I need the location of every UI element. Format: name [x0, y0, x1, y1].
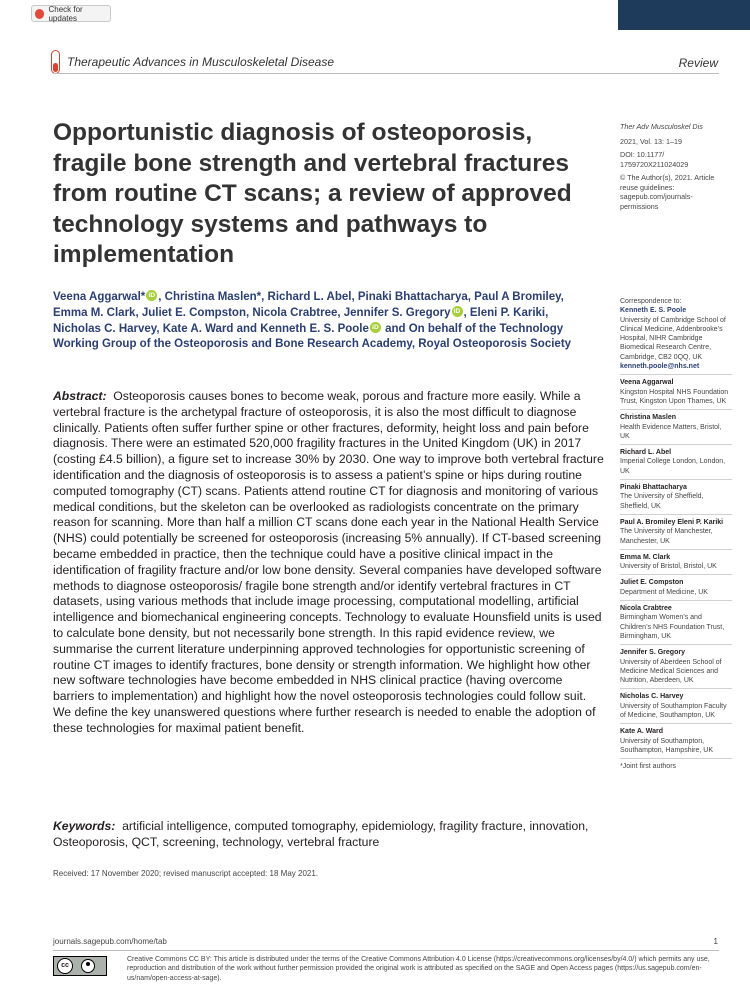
author-list [53, 290, 583, 353]
cc-icon: cc [57, 958, 73, 974]
affiliation-divider [620, 409, 732, 410]
affiliation-author: Pinaki Bhattacharya [620, 484, 687, 492]
correspondence-address: University of Cambridge School of Clinical Medicine, Addenbrooke’s Hospital, NIHR Cambridge Biomedical Research Centre, Cambridge, CB2 0QQ, UK [620, 316, 726, 361]
affiliation-author: Kate A. Ward [620, 728, 664, 736]
keywords-text: artificial intelligence, computed tomography, epidemiology, fragility fracture, innovation, Osteoporosis, QCT, screening, technology, vertebral fracture [53, 819, 589, 849]
affiliation-detail: Birmingham Women’s and Children’s NHS Foundation Trust, Birmingham, UK [620, 614, 725, 640]
affiliation-detail: The University of Sheffield, Sheffield, UK [620, 493, 704, 510]
affiliation-divider [620, 723, 732, 724]
doi[interactable]: DOI: 10.1177/ 1759720X211024029 [620, 150, 689, 169]
affiliation-detail: University of Southampton Faculty of Medicine, Southampton, UK [620, 702, 727, 719]
journal-abbreviation: Ther Adv Musculoskel Dis [620, 122, 703, 131]
orcid-icon[interactable]: iD [146, 290, 157, 301]
orcid-icon[interactable]: iD [370, 322, 381, 333]
affiliation-divider [620, 374, 732, 375]
affiliation-author: Juliet E. Compston [620, 579, 684, 587]
affiliation-detail: The University of Manchester, Manchester, UK [620, 528, 713, 545]
volume-info: 2021, Vol. 13: 1–19 [620, 136, 682, 146]
affiliation-divider [620, 644, 732, 645]
corner-decoration [618, 0, 750, 30]
affiliation-divider [620, 479, 732, 480]
affiliation-divider [620, 758, 732, 759]
affiliation-divider [620, 549, 732, 550]
joint-authors-note: *Joint first authors [620, 763, 677, 771]
author-text: , Eleni P. Kariki, Nicholas C. Harvey, Kate A. Ward and Kenneth E. S. Poole [53, 306, 549, 335]
journal-logo-icon [51, 50, 60, 74]
affiliation-detail: Department of Medicine, UK [620, 588, 708, 596]
affiliation-divider [620, 444, 732, 445]
affiliation-author: Paul A. Bromiley Eleni P. Kariki [620, 518, 724, 526]
article-metadata [620, 122, 730, 215]
abstract-text: Osteoporosis causes bones to become weak, porous and fracture more easily. While a vertebral fracture is the archetypal fracture of osteoporosis, it is also the most difficult to diagnose clinically. Patients often suffer further spine or other fractures, deformity, height loss and pain before diagnosis. There were an estimated 520,000 fragility fractures in the United Kingdom (UK) in 2017 (costing £4.5 billion), a figure set to increase 30% by 2030. One way to improve both vertebral fracture identification and the diagnosis of osteoporosis is to assess a patient’s spine or hips during routine computed tomography (CT) scans. Patients attend routine CT for diagnosis and monitoring of various medical conditions, but the skeleton can be overlooked as radiologists concentrate on the primary reason for scanning. More than half a million CT scans done each year in the National Health Service (NHS) could potentially be screened for osteoporosis (increasing 5% annually). If CT-based screening became embedded in practice, then the technique could have a positive clinical impact in the identification of fragility fracture and/or low bone density. Several companies have developed software methods to diagnose osteoporosis/ fragile bone strength and/or identify vertebral fractures in CT datasets, using various methods that include image processing, computational modelling, artificial intelligence and biomechanical engineering concepts. Technology to evaluate Hounsfield units is used to calculate bone density, but not necessarily bone strength. In this rapid evidence review, we summarise the current literature underpinning approved technologies for opportunistic screening of routine CT images to identify fractures, bone density or strength information. We highlight how other new software technologies have become embedded in NHS clinical practice (having overcome barriers to implementation) and highlight how the novel osteoporosis technologies could follow suit. We define the key unanswered questions where further research is needed to enable the adoption of these technologies for maximal patient benefit. [53, 389, 604, 735]
correspondence-label: Correspondence to: [620, 298, 682, 305]
copyright: © The Author(s), 2021. Article reuse guidelines: sagepub.com/journals-permissions [620, 173, 715, 211]
keywords-label: Keywords: [53, 819, 116, 833]
author-text: and On behalf of the Technology Working Group of the Osteoporosis and Bone Research Academy, Royal Osteoporosis Society [53, 322, 572, 351]
creative-commons-icon[interactable] [53, 956, 107, 976]
by-person-icon [81, 959, 95, 973]
affiliation-detail: University of Aberdeen School of Medicine Medical Sciences and Nutrition, Aberdeen, UK [620, 658, 722, 685]
affiliation-divider [620, 514, 732, 515]
affiliation-author: Christina Maslen [620, 414, 677, 422]
affiliation-author: Nicola Crabtree [620, 605, 672, 613]
author-text: Veena Aggarwal* [53, 291, 146, 303]
affiliation-author: Veena Aggarwal [620, 379, 674, 387]
abstract-label: Abstract: [53, 389, 107, 403]
affiliation-author: Nicholas C. Harvey [620, 693, 684, 701]
affiliation-detail: University of Bristol, Bristol, UK [620, 563, 717, 571]
correspondence-email[interactable]: kenneth.poole@nhs.net [620, 363, 700, 371]
affiliation-author: Jennifer S. Gregory [620, 649, 685, 657]
abstract [53, 389, 605, 737]
footer-divider [53, 950, 719, 951]
license-text: Creative Commons CC BY: This article is distributed under the terms of the Creative Commons Attribution 4.0 License (https://creativecommons.org/licenses/by/4.0/) which permits any use, reproduction and distribution of the work without further permission provided the original work is attributed as specified on the SAGE and Open Access pages (https://us.sagepub.com/en-us/nam/open-access-at-sage). [127, 956, 710, 982]
journal-name: Therapeutic Advances in Musculoskeletal Disease [67, 55, 335, 69]
header-divider [53, 73, 719, 74]
affiliation-author: Emma M. Clark [620, 553, 671, 561]
affiliation-list [620, 374, 732, 755]
affiliation-author: Richard L. Abel [620, 449, 672, 457]
journal-url[interactable]: journals.sagepub.com/home/tab [53, 937, 167, 946]
correspondence-name: Kenneth E. S. Poole [620, 307, 687, 315]
affiliation-detail: University of Southampton, Southampton, Hampshire, UK [620, 737, 713, 754]
affiliation-detail: Health Evidence Matters, Bristol, UK [620, 423, 722, 440]
check-for-updates-badge[interactable] [31, 5, 111, 22]
page-number: 1 [713, 937, 718, 946]
received-dates: Received: 17 November 2020; revised manuscript accepted: 18 May 2021. [53, 869, 319, 878]
check-for-updates-label: Check for updates [48, 4, 83, 23]
affiliation-detail: Kingston Hospital NHS Foundation Trust, Kingston Upon Thames, UK [620, 388, 729, 405]
affiliation-divider [620, 574, 732, 575]
article-type: Review [678, 56, 718, 70]
article-title: Opportunistic diagnosis of osteoporosis, fragile bone strength and vertebral fractures from routine CT scans; a review of approved technology systems and pathways to implementation [53, 119, 572, 268]
affiliation-divider [620, 600, 732, 601]
affiliation-divider [620, 688, 732, 689]
author-affiliations [620, 297, 732, 771]
orcid-icon[interactable]: iD [452, 306, 463, 317]
update-icon [35, 9, 44, 19]
author-text: , Christina Maslen*, Richard L. Abel, Pinaki Bhattacharya, Paul A Bromiley, Emma M. Clark, Juliet E. Compston, Nicola Crabtree, Jennifer S. Gregory [53, 291, 564, 319]
affiliation-detail: Imperial College London, London, UK [620, 458, 726, 475]
keywords [53, 818, 605, 850]
